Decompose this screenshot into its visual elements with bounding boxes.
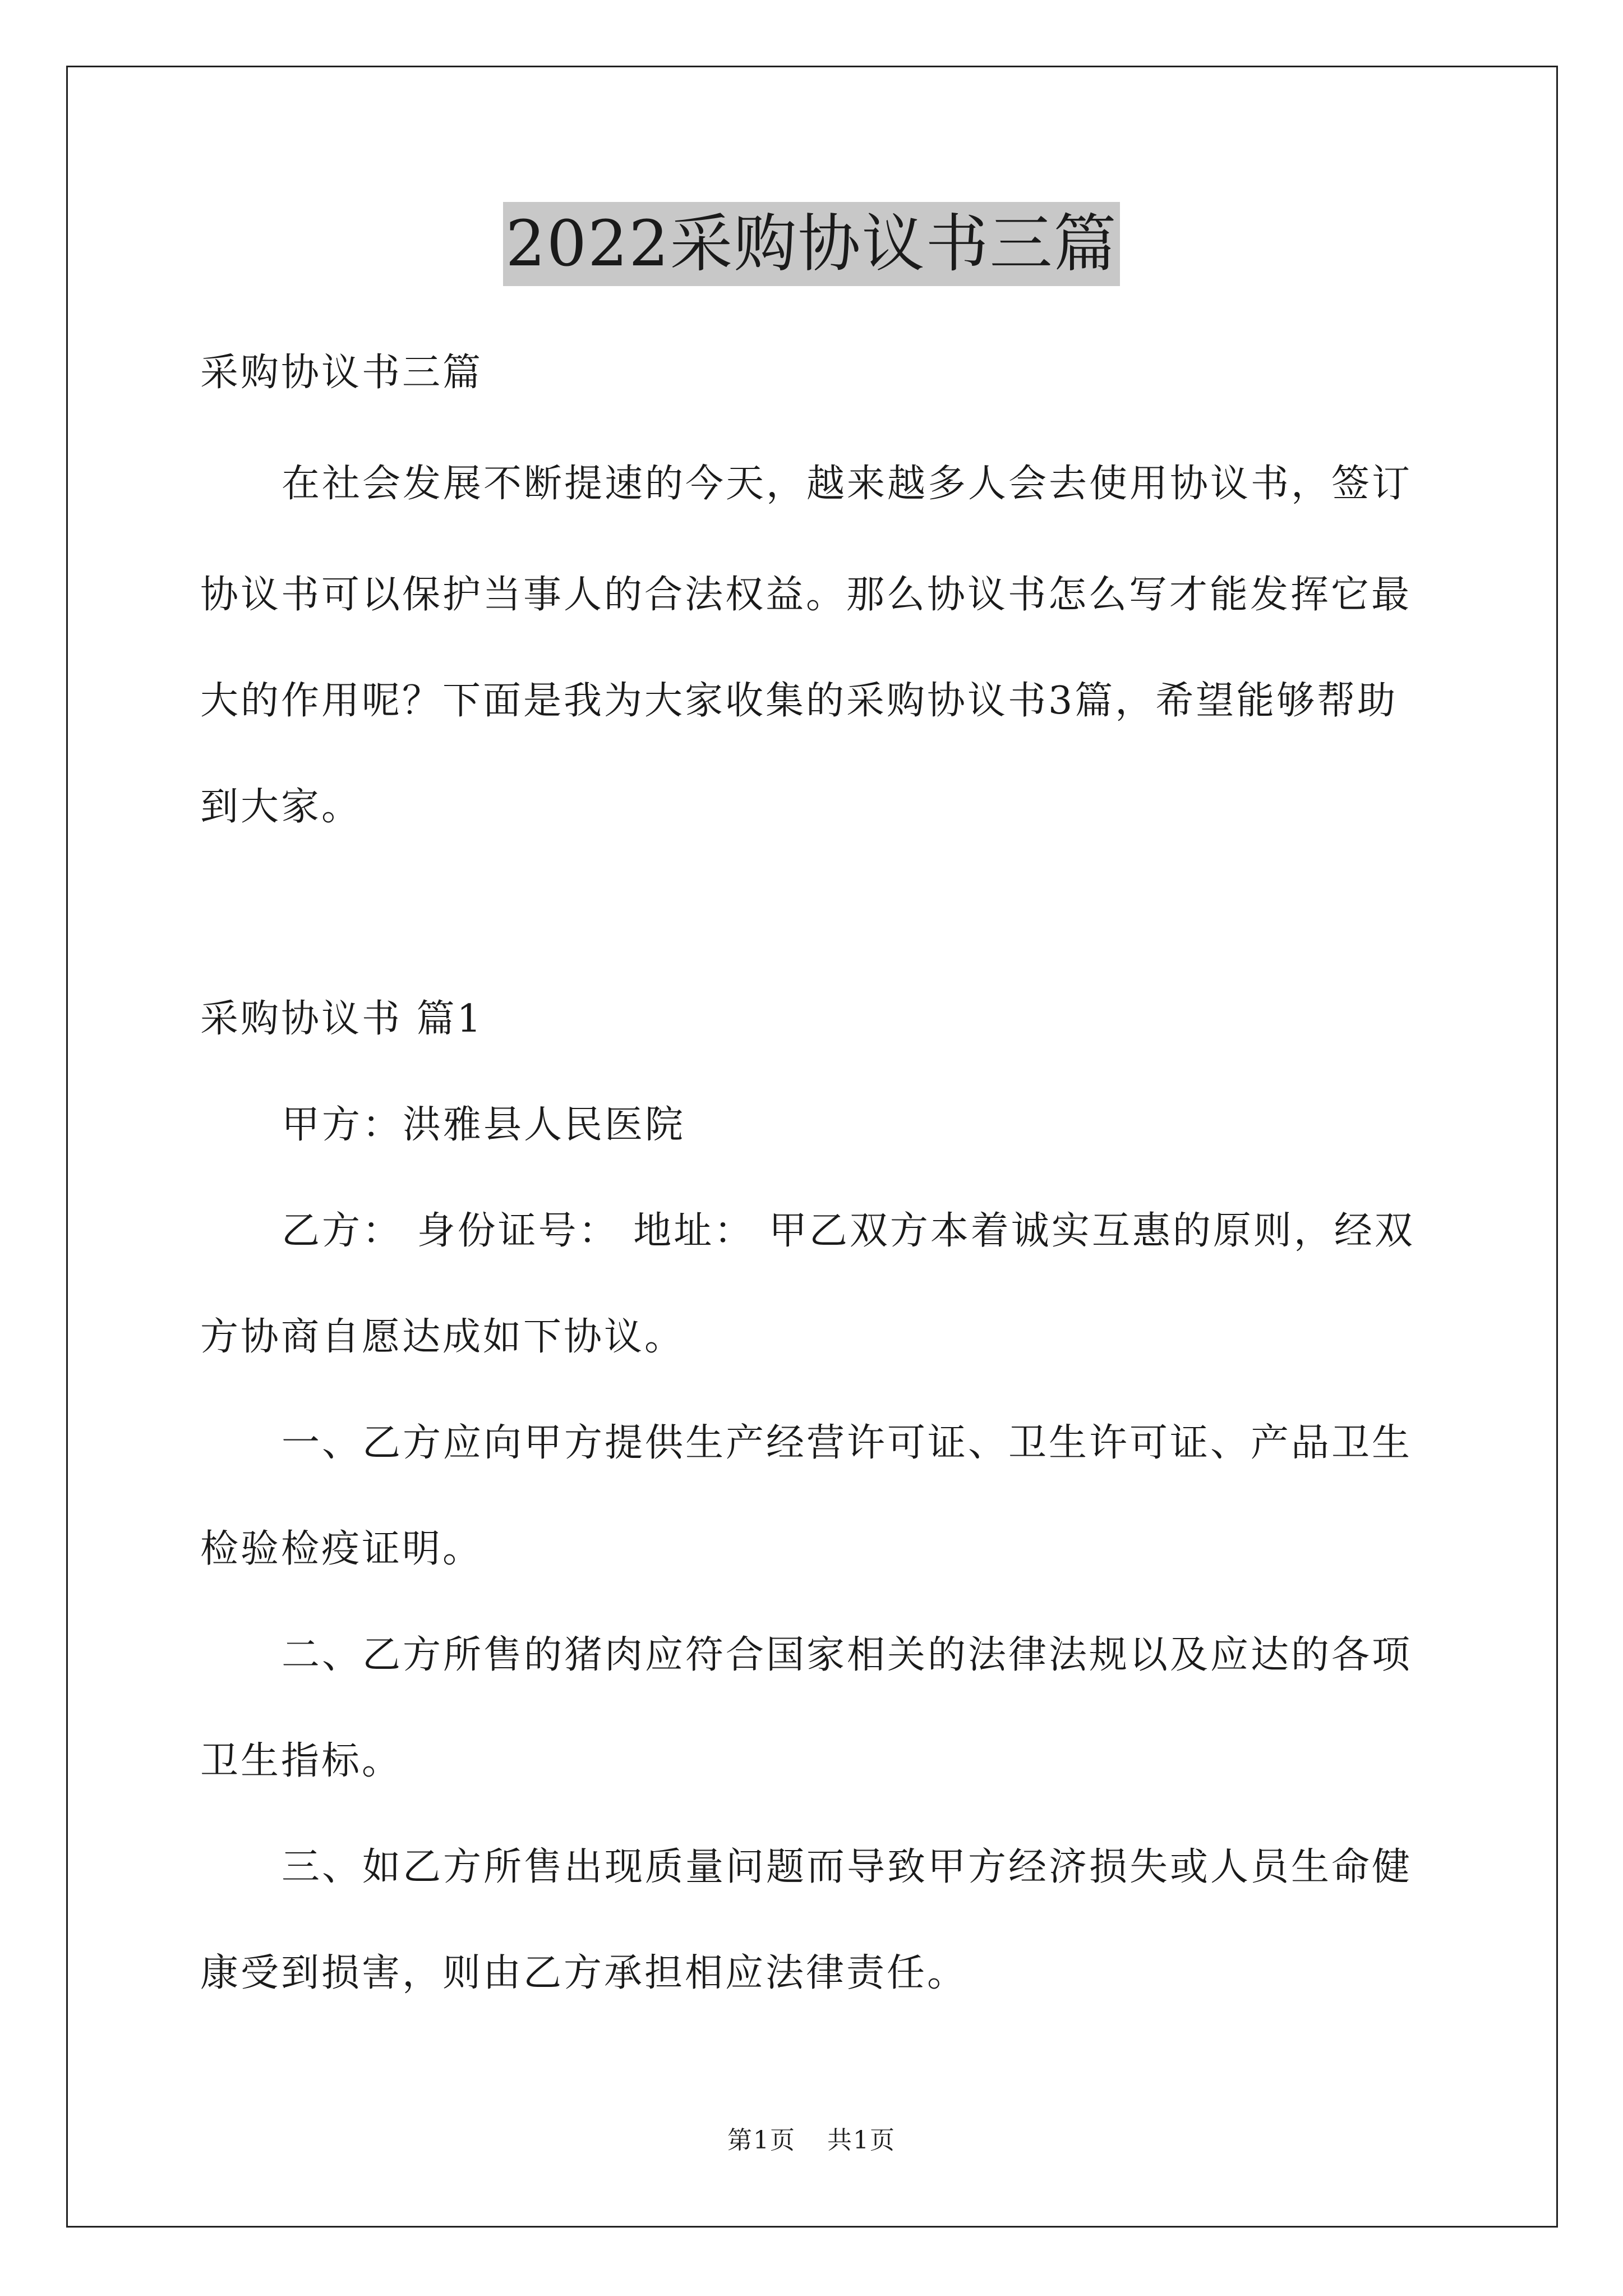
paragraph-line: 检验检疫证明。	[200, 1527, 483, 1571]
paragraph-line: 乙方： 身份证号： 地址： 甲乙双方本着诚实互惠的原则，经双	[282, 1209, 1415, 1253]
paragraph-line: 大的作用呢？下面是我为大家收集的采购协议书3篇，希望能够帮助	[200, 679, 1398, 723]
paragraph-line: 甲方：洪雅县人民医院	[282, 1103, 686, 1147]
paragraph-line: 二、乙方所售的猪肉应符合国家相关的法律法规以及应达的各项	[282, 1633, 1413, 1677]
paragraph-line: 康受到损害，则由乙方承担相应法律责任。	[200, 1951, 968, 1995]
title-wrap	[0, 202, 1623, 286]
paragraph-line: 方协商自愿达成如下协议。	[200, 1315, 685, 1359]
paragraph-line: 一、乙方应向甲方提供生产经营许可证、卫生许可证、产品卫生	[282, 1421, 1413, 1465]
section-heading: 采购协议书 篇1	[200, 997, 483, 1041]
paragraph-line: 协议书可以保护当事人的合法权益。那么协议书怎么写才能发挥它最	[200, 573, 1412, 617]
page-number: 第1页	[727, 2126, 796, 2155]
page-total: 共1页	[827, 2126, 896, 2155]
paragraph-line: 三、如乙方所售出现质量问题而导致甲方经济损失或人员生命健	[282, 1845, 1413, 1889]
paragraph-line: 卫生指标。	[200, 1739, 403, 1783]
document-title: 2022采购协议书三篇	[503, 202, 1119, 286]
page-footer	[0, 2124, 1623, 2157]
paragraph-line: 在社会发展不断提速的今天，越来越多人会去使用协议书，签订	[282, 462, 1413, 506]
subtitle-line: 采购协议书三篇	[200, 351, 483, 395]
paragraph-line: 到大家。	[200, 785, 362, 829]
